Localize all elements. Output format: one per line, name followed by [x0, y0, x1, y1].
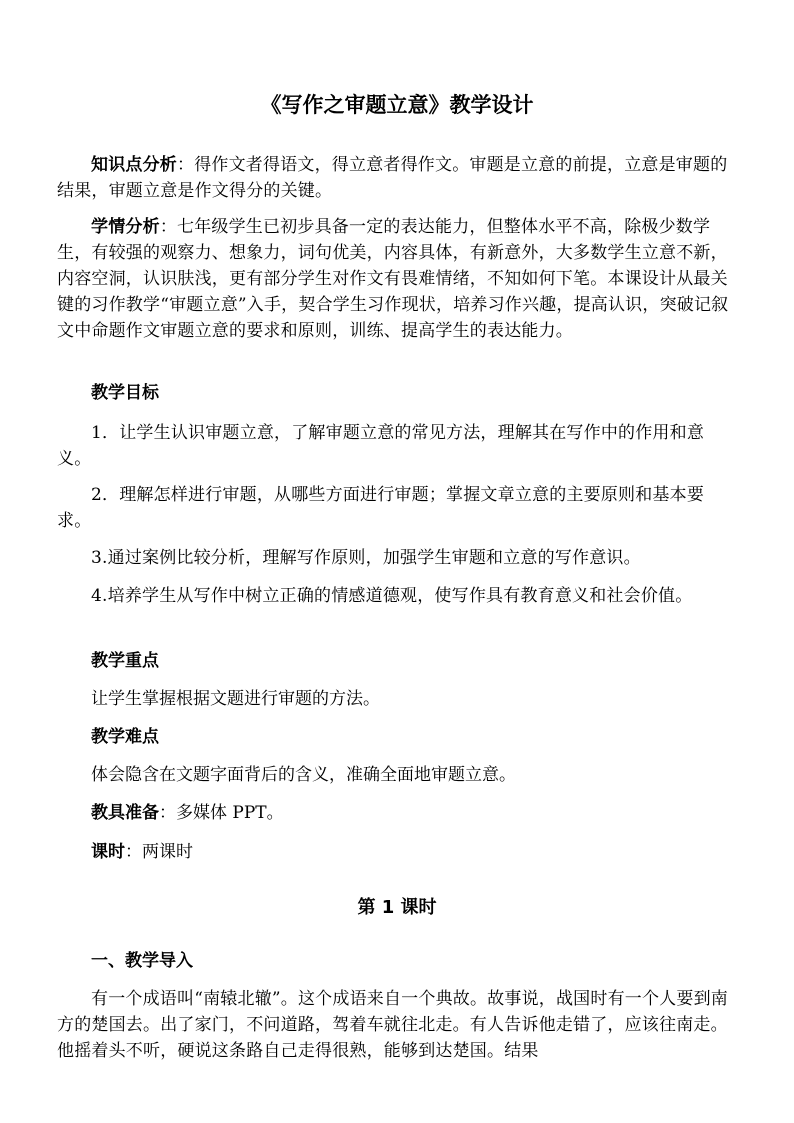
lesson-1-heading: 第 1 课时 [357, 897, 437, 918]
goal-item-1: 1．让学生认识审题立意，了解审题立意的常见方法，理解其在写作中的作用和意义。 [57, 423, 705, 469]
difficulty-heading: 教学难点 [91, 727, 159, 747]
tools-line [91, 800, 284, 826]
learning-analysis-label: 学情分析 [91, 217, 160, 237]
period-label: 课时 [91, 842, 125, 862]
knowledge-analysis-text: ：得作文者得语文，得立意者得作文。审题是立意的前提，立意是审题的结果，审题立意是作文得分的关键。 [57, 155, 728, 201]
tools-text: ：多媒体 PPT。 [159, 803, 284, 823]
difficulty-text: 体会隐含在文题字面背后的含义，准确全面地审题立意。 [91, 765, 516, 785]
goal-item-3: 3.通过案例比较分析，理解写作原则，加强学生审题和立意的写作意识。 [91, 548, 641, 568]
period-text: ：两课时 [125, 842, 193, 862]
teaching-goals-heading: 教学目标 [91, 383, 159, 403]
knowledge-analysis-paragraph [57, 152, 737, 204]
tools-label: 教具准备 [91, 803, 159, 823]
goal-item-2: 2．理解怎样进行审题，从哪些方面进行审题；掌握文章立意的主要原则和基本要求。 [57, 485, 705, 531]
key-point-heading: 教学重点 [91, 651, 159, 671]
period-line [91, 839, 193, 865]
section-1-heading: 一、教学导入 [91, 951, 193, 971]
learning-analysis-text: ：七年级学生已初步具备一定的表达能力，但整体水平不高，除极少数学生，有较强的观察力、想象力，词句优美，内容具体，有新意外，大多数学生立意不新，内容空洞，认识肤浅，更有部分学生对作文有畏难情绪，不知如何下笔。本课设计从最关键的习作教学“审题立意”入手，契合学生习作现状，培养习作兴趣，提高认识，突破记叙文中命题作文审题立意的要求和原则，训练、提高学生的表达能力。 [57, 217, 729, 341]
intro-paragraph: 有一个成语叫“南辕北辙”。这个成语来自一个典故。故事说，战国时有一个人要到南方的楚国去。出了家门，不问道路，驾着车就往北走。有人告诉他走错了，应该往南走。他摇着头不听，硬说这条路自己走得很熟，能够到达楚国。结果 [57, 989, 728, 1061]
learning-analysis-paragraph [57, 214, 737, 344]
key-point-text: 让学生掌握根据文题进行审题的方法。 [91, 689, 380, 709]
document-title: 《写作之审题立意》教学设计 [260, 93, 534, 117]
knowledge-analysis-label: 知识点分析 [91, 155, 177, 175]
goal-item-4: 4.培养学生从写作中树立正确的情感道德观，使写作具有教育意义和社会价值。 [91, 586, 693, 606]
